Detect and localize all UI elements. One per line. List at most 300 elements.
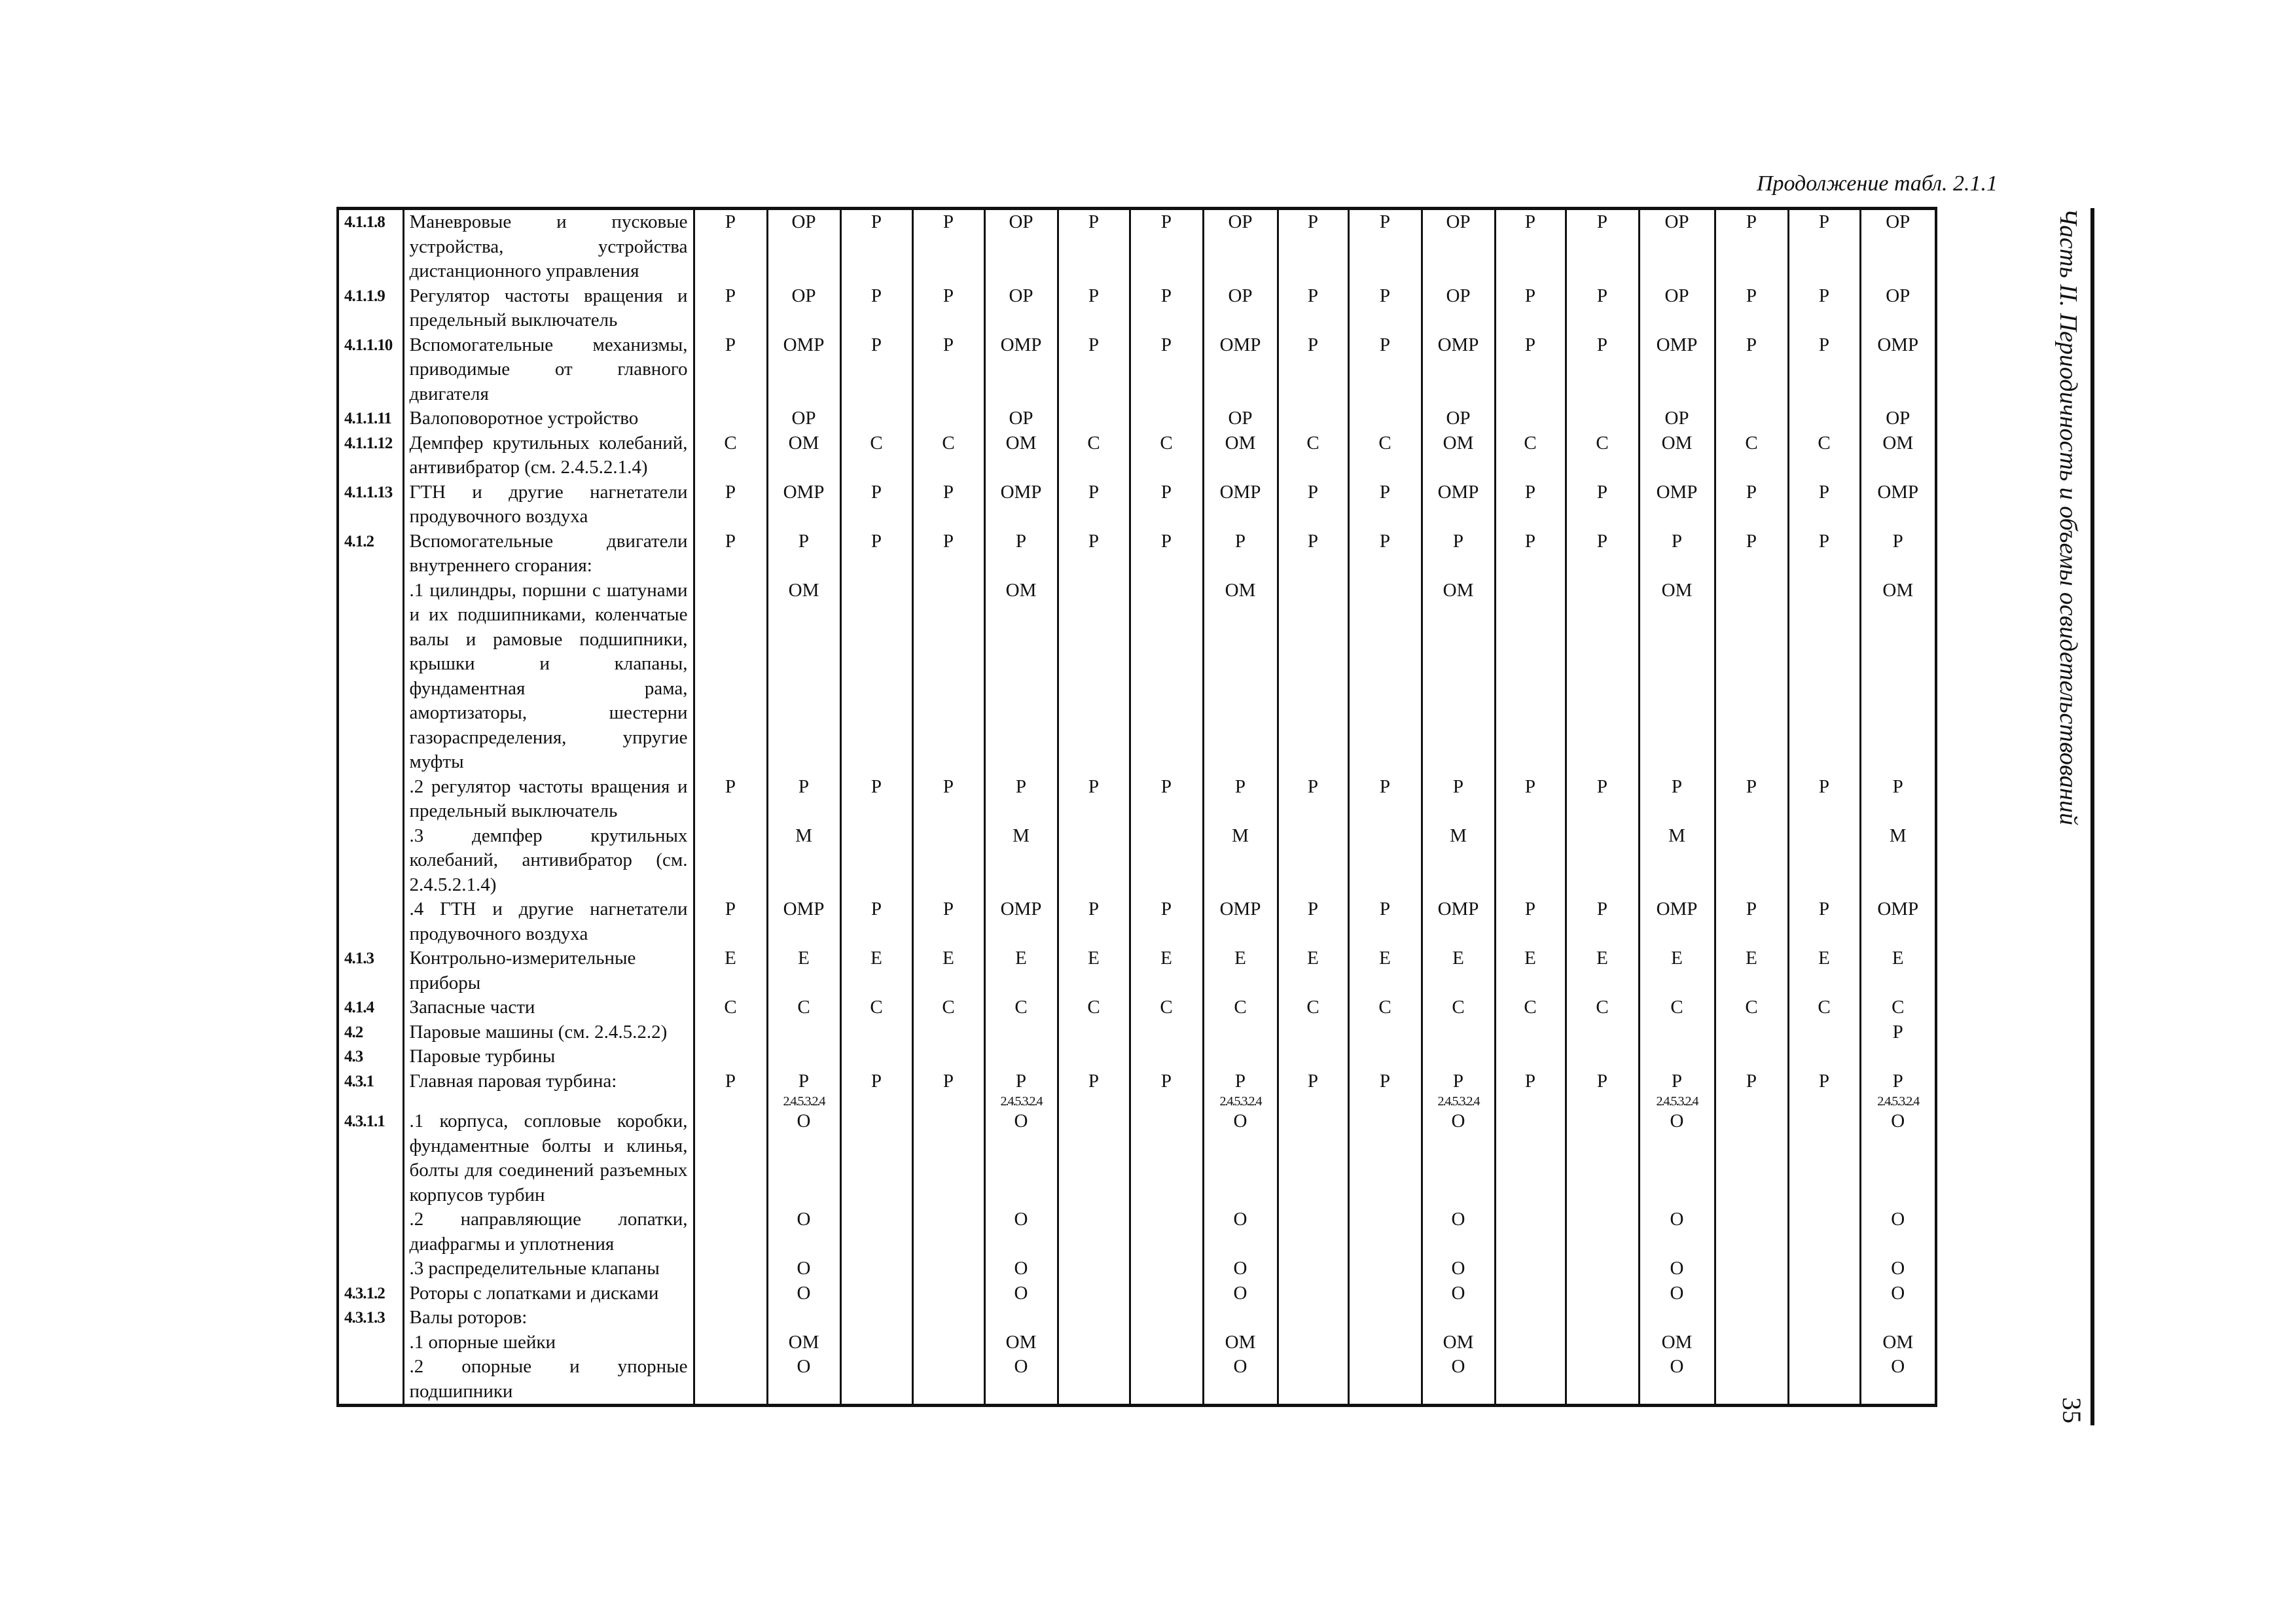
survey-code: ОМ	[1005, 1331, 1037, 1353]
survey-code-cell	[1278, 1281, 1348, 1306]
survey-code-cell	[1860, 1207, 1936, 1257]
survey-code-cell	[1278, 1330, 1348, 1355]
survey-code-cell	[1860, 1020, 1936, 1045]
survey-code: ОМ	[1005, 579, 1037, 601]
survey-code: Е	[870, 948, 882, 969]
survey-code: Р	[1596, 776, 1608, 797]
survey-code-cell	[694, 406, 767, 431]
survey-code-cell	[1639, 1069, 1715, 1110]
survey-code-cell	[1495, 406, 1566, 431]
rule-reference: 2.4.5.3.2.4	[783, 1094, 825, 1109]
survey-code-cell	[1203, 1306, 1278, 1330]
survey-code: ОМР	[783, 334, 825, 355]
survey-code-cell	[1422, 406, 1495, 431]
survey-code: С	[1087, 432, 1100, 454]
survey-code-cell	[694, 824, 767, 898]
item-number: 4.2	[338, 1020, 403, 1045]
survey-code-cell	[1422, 209, 1495, 284]
survey-code-cell	[1348, 333, 1422, 407]
survey-code-cell	[1130, 431, 1203, 480]
survey-code: Р	[942, 899, 954, 919]
survey-code: Р	[1379, 1070, 1391, 1092]
item-name: Роторы с лопатками и дисками	[403, 1281, 694, 1306]
rule-reference: 2.4.5.3.2.4	[1437, 1094, 1479, 1109]
survey-code-cell	[1278, 1044, 1348, 1069]
survey-code: Р	[1524, 285, 1536, 306]
item-number	[338, 775, 403, 824]
survey-code: О	[1233, 1209, 1247, 1230]
survey-code: Р	[725, 776, 736, 797]
survey-code-cell	[1639, 284, 1715, 333]
survey-code-cell	[1715, 824, 1788, 898]
survey-code: О	[1233, 1258, 1247, 1279]
survey-code-cell	[1860, 529, 1936, 579]
survey-code-cell	[694, 775, 767, 824]
survey-code-cell	[840, 1109, 912, 1207]
survey-code-cell	[1639, 1306, 1715, 1330]
table-row	[338, 995, 1936, 1020]
survey-code-cell	[1130, 1257, 1203, 1281]
survey-code: О	[1891, 1111, 1905, 1132]
survey-code: Р	[1307, 285, 1319, 306]
survey-code: ОР	[1446, 285, 1471, 306]
survey-code: ОР	[1886, 211, 1910, 232]
survey-code-cell	[694, 480, 767, 529]
survey-code: Р	[1596, 285, 1608, 306]
survey-code: О	[1670, 1209, 1684, 1230]
survey-code: ОМР	[1219, 334, 1261, 355]
survey-code-cell	[694, 1020, 767, 1045]
survey-code-cell	[1203, 1044, 1278, 1069]
survey-code-cell	[1130, 946, 1203, 995]
survey-code-cell	[1566, 1044, 1639, 1069]
survey-code-cell	[1495, 897, 1566, 946]
survey-code-cell	[1278, 1109, 1348, 1207]
table-row	[338, 1020, 1936, 1045]
survey-code-cell	[912, 1020, 984, 1045]
survey-code-cell	[1788, 579, 1860, 775]
item-name: Паровые турбины	[403, 1044, 694, 1069]
survey-code-cell	[1860, 946, 1936, 995]
survey-code-cell	[1788, 775, 1860, 824]
survey-code-cell	[1715, 1069, 1788, 1110]
survey-code-cell	[840, 1330, 912, 1355]
survey-code-cell	[1715, 946, 1788, 995]
table-row	[338, 480, 1936, 529]
survey-code-cell	[840, 1207, 912, 1257]
survey-code-cell	[840, 824, 912, 898]
survey-code: С	[1745, 997, 1758, 1018]
survey-code-cell	[1860, 209, 1936, 284]
survey-code-cell	[767, 946, 840, 995]
item-number: 4.3	[338, 1044, 403, 1069]
table-row	[338, 1044, 1936, 1069]
survey-code-cell	[1788, 209, 1860, 284]
survey-code: Р	[942, 481, 954, 503]
survey-code-cell	[1058, 529, 1130, 579]
survey-code-cell	[1203, 1281, 1278, 1306]
survey-code-cell	[1348, 284, 1422, 333]
survey-code-cell	[1278, 1257, 1348, 1281]
survey-code-cell	[1566, 995, 1639, 1020]
item-number	[338, 579, 403, 775]
survey-code-cell	[694, 1207, 767, 1257]
survey-code-cell	[1566, 1069, 1639, 1110]
survey-code: Р	[1088, 211, 1100, 232]
survey-code-cell	[840, 1355, 912, 1406]
survey-code-cell	[1203, 1257, 1278, 1281]
survey-code-cell	[1058, 946, 1130, 995]
survey-code-cell	[984, 995, 1058, 1020]
survey-code: Р	[1088, 285, 1100, 306]
survey-code-cell	[912, 824, 984, 898]
survey-code-cell	[1422, 1207, 1495, 1257]
survey-code-cell	[767, 406, 840, 431]
survey-code: Р	[870, 776, 882, 797]
survey-code-cell	[1130, 333, 1203, 407]
survey-code: О	[1014, 1111, 1028, 1132]
survey-code-cell	[1203, 1069, 1278, 1110]
survey-code: О	[797, 1282, 811, 1304]
survey-code-cell	[912, 209, 984, 284]
survey-code: О	[1891, 1209, 1905, 1230]
survey-code-cell	[1203, 480, 1278, 529]
survey-code-cell	[1495, 333, 1566, 407]
survey-code: С	[1524, 997, 1537, 1018]
survey-code-cell	[1348, 209, 1422, 284]
item-name: Вспомогательные механизмы, приводимые от главного двигателя	[403, 333, 694, 407]
survey-code: Р	[1746, 211, 1757, 232]
survey-code-cell	[1715, 1306, 1788, 1330]
survey-code: С	[1670, 997, 1683, 1018]
survey-code-cell	[1058, 1330, 1130, 1355]
survey-code-cell	[1788, 995, 1860, 1020]
survey-code: С	[942, 432, 955, 454]
survey-code-cell	[1860, 995, 1936, 1020]
survey-code: ОМ	[1882, 1331, 1914, 1353]
survey-code-cell	[1348, 1330, 1422, 1355]
survey-code: Р	[1818, 776, 1830, 797]
survey-code: Р	[942, 530, 954, 552]
survey-code: ОМР	[1656, 899, 1698, 919]
survey-code: М	[1450, 825, 1467, 846]
survey-code: М	[1232, 825, 1249, 846]
survey-code: Р	[1524, 1070, 1536, 1092]
survey-code-cell	[767, 1306, 840, 1330]
survey-code: Е	[1234, 948, 1246, 969]
item-name: Регулятор частоты вращения и предельный выключатель	[403, 284, 694, 333]
survey-code-cell	[1348, 431, 1422, 480]
survey-code: ОР	[1228, 285, 1253, 306]
survey-code-cell	[1130, 480, 1203, 529]
survey-code-cell	[1639, 946, 1715, 995]
survey-code-cell	[1495, 1020, 1566, 1045]
survey-code: С	[797, 997, 810, 1018]
item-number	[338, 824, 403, 898]
item-number	[338, 1257, 403, 1281]
survey-code-cell	[1495, 1207, 1566, 1257]
item-name: Главная паровая турбина:	[403, 1069, 694, 1110]
survey-code-cell	[840, 1257, 912, 1281]
survey-code-cell	[1566, 1330, 1639, 1355]
survey-code-cell	[1058, 1207, 1130, 1257]
survey-code: С	[724, 997, 737, 1018]
survey-code: Р	[1379, 481, 1391, 503]
survey-code: Р	[725, 899, 736, 919]
survey-code: Р	[1015, 530, 1027, 552]
survey-code: ОМР	[1437, 334, 1479, 355]
survey-code: ОР	[1886, 408, 1910, 429]
table-row	[338, 1330, 1936, 1355]
survey-code-cell	[1058, 1109, 1130, 1207]
survey-code: ОР	[1664, 408, 1689, 429]
survey-code: С	[1524, 432, 1537, 454]
page-number: 35	[2057, 1397, 2087, 1423]
survey-code: Е	[1379, 948, 1391, 969]
survey-code-cell	[1203, 1207, 1278, 1257]
survey-code: Е	[1160, 948, 1172, 969]
survey-code: Е	[1671, 948, 1683, 969]
survey-code: О	[1014, 1282, 1028, 1304]
table-row	[338, 897, 1936, 946]
survey-code: Р	[725, 1070, 736, 1092]
survey-code-cell	[912, 431, 984, 480]
survey-code: С	[1378, 432, 1391, 454]
survey-code: Е	[725, 948, 736, 969]
survey-code-cell	[1348, 946, 1422, 995]
survey-code: ОР	[1228, 408, 1253, 429]
survey-code-cell	[1278, 897, 1348, 946]
survey-code-cell	[1495, 1044, 1566, 1069]
survey-code: О	[1451, 1356, 1465, 1377]
survey-code-cell	[1348, 1020, 1422, 1045]
table-row	[338, 579, 1936, 775]
survey-code-cell	[694, 284, 767, 333]
survey-code-cell	[840, 406, 912, 431]
survey-code: Р	[1160, 211, 1172, 232]
survey-code: ОР	[1009, 408, 1033, 429]
item-name: Вспомогательные двигатели внутреннего сгорания:	[403, 529, 694, 579]
rule-reference: 2.4.5.3.2.4	[1656, 1094, 1698, 1109]
survey-code-cell	[1422, 1069, 1495, 1110]
item-number	[338, 1330, 403, 1355]
survey-code: Р	[870, 481, 882, 503]
survey-code: Р	[870, 334, 882, 355]
survey-code-cell	[1715, 1044, 1788, 1069]
item-name: .3 демпфер крутильных колебаний, антивибратор (см. 2.4.5.2.1.4)	[403, 824, 694, 898]
survey-code: С	[1087, 997, 1100, 1018]
survey-code: С	[942, 997, 955, 1018]
survey-code-cell	[1058, 824, 1130, 898]
survey-code-cell	[1130, 775, 1203, 824]
survey-code-cell	[1639, 579, 1715, 775]
survey-code-cell	[1566, 1355, 1639, 1406]
item-number: 4.1.4	[338, 995, 403, 1020]
survey-code-cell	[984, 333, 1058, 407]
survey-code-cell	[1058, 431, 1130, 480]
survey-code-cell	[840, 529, 912, 579]
survey-code-cell	[694, 1109, 767, 1207]
survey-code-cell	[1495, 480, 1566, 529]
survey-code-cell	[1422, 946, 1495, 995]
survey-code: Р	[870, 285, 882, 306]
survey-code: Р	[1818, 530, 1830, 552]
survey-code-cell	[1130, 824, 1203, 898]
survey-code: Е	[1892, 948, 1904, 969]
survey-code: ОР	[1446, 408, 1471, 429]
survey-code: М	[1668, 825, 1685, 846]
survey-code-cell	[912, 1281, 984, 1306]
survey-code: Р	[942, 285, 954, 306]
survey-code: О	[1891, 1356, 1905, 1377]
survey-code-cell	[1715, 1257, 1788, 1281]
survey-code-cell	[1495, 1281, 1566, 1306]
survey-code-cell	[767, 431, 840, 480]
survey-code: Р	[1596, 211, 1608, 232]
table-row	[338, 946, 1936, 995]
survey-code-cell	[767, 1330, 840, 1355]
survey-code-cell	[694, 1069, 767, 1110]
survey-code-cell	[912, 1355, 984, 1406]
survey-code-cell	[767, 1069, 840, 1110]
survey-code-cell	[1495, 1330, 1566, 1355]
survey-code-cell	[984, 431, 1058, 480]
survey-code-cell	[1788, 480, 1860, 529]
item-number	[338, 1355, 403, 1406]
table-row	[338, 406, 1936, 431]
survey-code: ОМР	[1000, 899, 1042, 919]
survey-code: Р	[1379, 285, 1391, 306]
survey-code: О	[1014, 1209, 1028, 1230]
survey-code-cell	[1130, 529, 1203, 579]
survey-code-cell	[1715, 284, 1788, 333]
survey-code-cell	[1566, 284, 1639, 333]
survey-code-cell	[1566, 1281, 1639, 1306]
survey-code-cell	[1566, 1207, 1639, 1257]
survey-code-cell	[1348, 1257, 1422, 1281]
survey-code-cell	[694, 1330, 767, 1355]
survey-code-cell	[767, 333, 840, 407]
survey-code-cell	[912, 480, 984, 529]
survey-code-cell	[1348, 579, 1422, 775]
item-name: Запасные части	[403, 995, 694, 1020]
survey-code-cell	[1788, 946, 1860, 995]
survey-code: Р	[1746, 1070, 1757, 1092]
survey-code-cell	[1130, 1109, 1203, 1207]
survey-code-cell	[1639, 480, 1715, 529]
survey-code-cell	[1278, 284, 1348, 333]
survey-code-cell	[1495, 946, 1566, 995]
survey-code-cell	[840, 1044, 912, 1069]
survey-code-cell	[1788, 333, 1860, 407]
survey-code-cell	[1788, 284, 1860, 333]
survey-code-cell	[1566, 579, 1639, 775]
survey-code-cell	[1495, 1306, 1566, 1330]
item-number: 4.3.1	[338, 1069, 403, 1110]
survey-code-cell	[1278, 775, 1348, 824]
survey-code-cell	[1715, 579, 1788, 775]
survey-code-cell	[1203, 431, 1278, 480]
survey-code-cell	[1566, 431, 1639, 480]
survey-code-cell	[912, 333, 984, 407]
survey-code-cell	[1715, 1330, 1788, 1355]
survey-code-cell	[1788, 897, 1860, 946]
table-row	[338, 1257, 1936, 1281]
survey-code-cell	[1566, 946, 1639, 995]
survey-code: Р	[1307, 334, 1319, 355]
survey-code-cell	[1860, 1044, 1936, 1069]
survey-code-cell	[1203, 1355, 1278, 1406]
survey-code-cell	[840, 1306, 912, 1330]
survey-code: С	[1452, 997, 1465, 1018]
survey-code-cell	[1130, 1020, 1203, 1045]
survey-code: Р	[1234, 1070, 1246, 1092]
survey-code-cell	[1639, 1044, 1715, 1069]
survey-code: С	[1014, 997, 1028, 1018]
survey-code-cell	[1495, 529, 1566, 579]
survey-code: С	[1306, 997, 1319, 1018]
survey-code: Р	[725, 334, 736, 355]
survey-code-cell	[1495, 1355, 1566, 1406]
survey-code-cell	[912, 406, 984, 431]
survey-code-cell	[1348, 1044, 1422, 1069]
survey-code-cell	[1278, 529, 1348, 579]
survey-code-cell	[767, 995, 840, 1020]
survey-code: ОР	[1446, 211, 1471, 232]
survey-code-cell	[1566, 1109, 1639, 1207]
item-number: 4.3.1.2	[338, 1281, 403, 1306]
survey-code-cell	[694, 946, 767, 995]
survey-code: Р	[1160, 530, 1172, 552]
survey-code-cell	[767, 897, 840, 946]
survey-code-cell	[1788, 1330, 1860, 1355]
survey-code: Р	[942, 776, 954, 797]
survey-code-cell	[1639, 1330, 1715, 1355]
item-number: 4.1.3	[338, 946, 403, 995]
item-number: 4.1.1.10	[338, 333, 403, 407]
survey-code-cell	[767, 775, 840, 824]
survey-code-cell	[1203, 209, 1278, 284]
survey-code-cell	[1130, 995, 1203, 1020]
survey-code: Р	[1160, 1070, 1172, 1092]
survey-code-cell	[840, 284, 912, 333]
survey-code: ОМ	[1225, 432, 1256, 454]
survey-code-cell	[1495, 284, 1566, 333]
survey-code: О	[1451, 1282, 1465, 1304]
survey-code-cell	[1788, 406, 1860, 431]
survey-code-cell	[1860, 406, 1936, 431]
survey-code: О	[797, 1356, 811, 1377]
survey-code: О	[1014, 1356, 1028, 1377]
survey-code-cell	[1639, 897, 1715, 946]
survey-code-cell	[1639, 406, 1715, 431]
survey-code: ОР	[1009, 285, 1033, 306]
survey-code-cell	[840, 946, 912, 995]
survey-code-cell	[1203, 946, 1278, 995]
survey-code-cell	[1639, 209, 1715, 284]
survey-code: Р	[725, 481, 736, 503]
survey-code: Р	[798, 530, 810, 552]
survey-code-cell	[984, 284, 1058, 333]
survey-code-cell	[840, 579, 912, 775]
survey-code: Р	[1746, 776, 1757, 797]
survey-code-cell	[1495, 775, 1566, 824]
survey-code-cell	[1348, 1355, 1422, 1406]
survey-code: ОМР	[1437, 481, 1479, 503]
survey-code-cell	[1639, 1355, 1715, 1406]
survey-code-cell	[840, 1020, 912, 1045]
survey-code-cell	[1278, 579, 1348, 775]
